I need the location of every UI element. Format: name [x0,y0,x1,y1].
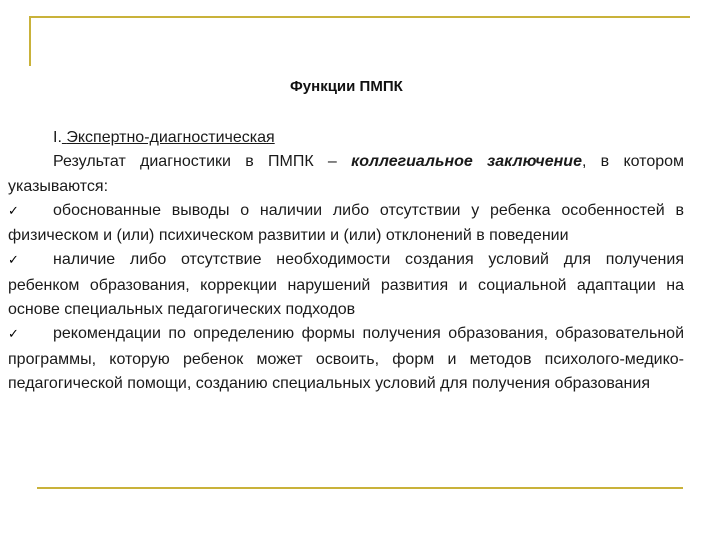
bullet-item [8,199,684,249]
intro-emphasis: коллегиальное заключение [351,153,582,171]
bullet-text: рекомендации по определению формы получения образования, образовательной программы, которую ребенок может освоить, форм и методов психолого-медико-педагогической помощи, созданию специальных условий для получения образования [8,325,684,392]
section-heading [8,126,684,150]
bottom-decorative-rule [37,487,683,489]
checkmark-icon: ✓ [8,327,19,343]
left-decorative-rule [29,16,31,66]
checkmark-icon: ✓ [8,203,19,219]
intro-paragraph [8,150,684,199]
slide-body [8,126,684,396]
intro-text-before: Результат диагностики в ПМПК – [53,153,352,171]
bullet-item [8,248,684,322]
section-number: I. [53,129,62,146]
bullet-item [8,322,684,396]
section-name: Экспертно-диагностическая [66,129,275,146]
slide-title: Функции ПМПК [290,78,403,95]
bullet-text: наличие либо отсутствие необходимости создания условий для получения ребенком образования, коррекции нарушений развития и социальной адаптации на основе специальных педагогических подходов [8,251,684,319]
checkmark-icon: ✓ [8,253,19,269]
intro-text-after: , в котором указываются: [8,153,685,195]
bullet-text: обоснованные выводы о наличии либо отсутствии у ребенка особенностей в физическом и (или) психическом развитии и (или) отклонений в поведении [8,201,684,245]
top-decorative-rule [30,16,690,18]
